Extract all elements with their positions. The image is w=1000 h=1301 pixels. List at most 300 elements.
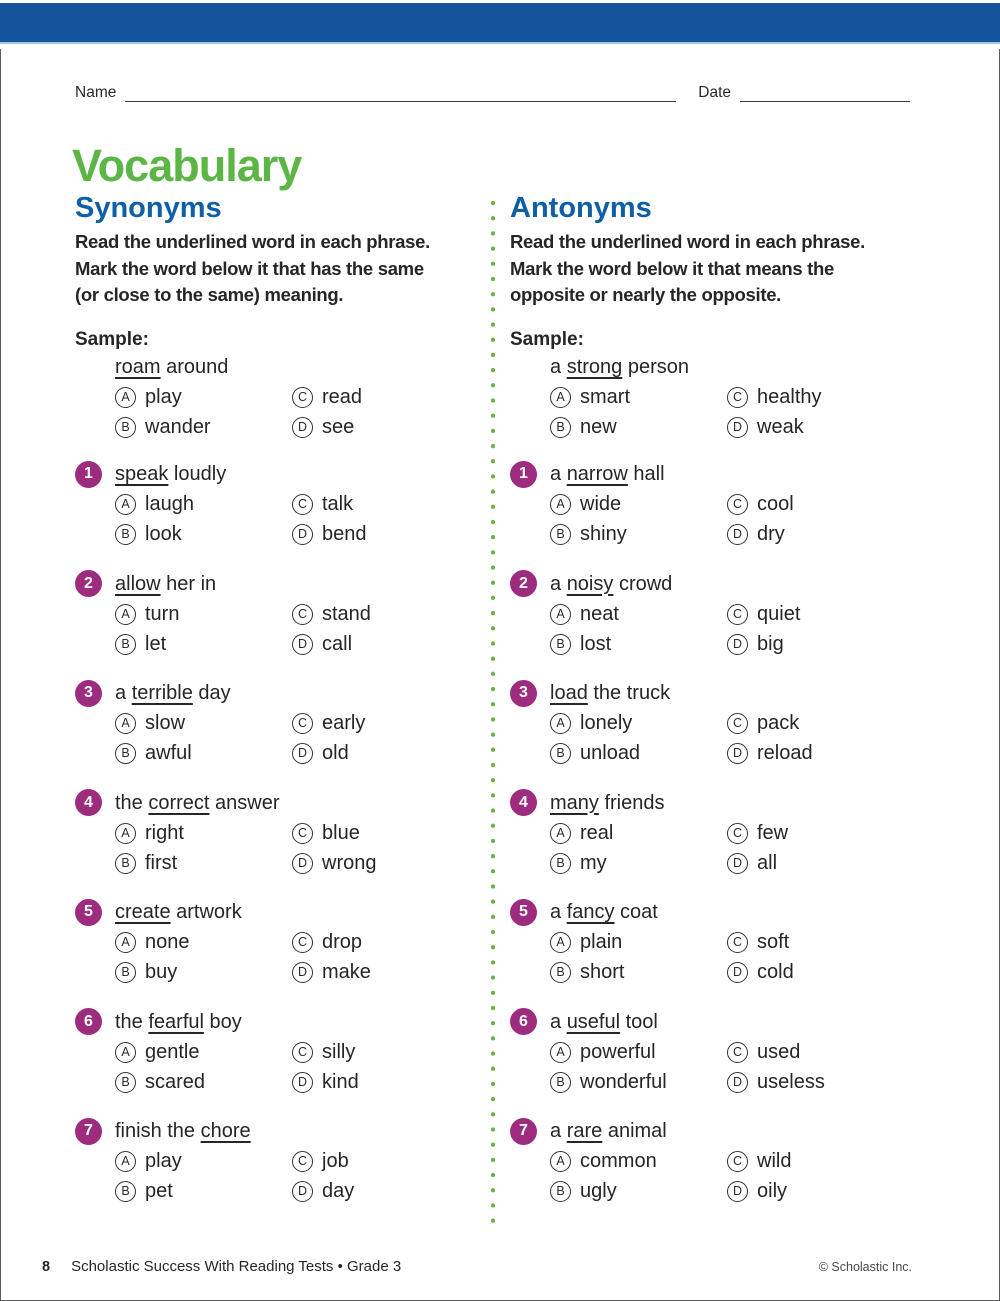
option-text: short [580,961,625,983]
synonyms-question-1 [75,460,475,550]
synonyms-q7-option-a[interactable] [115,1150,292,1173]
phrase-text: person [622,356,689,378]
antonyms-sample-block [510,327,908,443]
antonyms-q3-option-b[interactable] [550,742,727,765]
synonyms-q5-option-c[interactable] [292,931,475,954]
synonyms-q2-option-c[interactable] [292,603,475,626]
antonyms-q7-option-b[interactable] [550,1180,727,1203]
synonyms-q2-option-b[interactable] [115,633,292,656]
option-letter-bubble-icon: C [292,1042,313,1063]
synonyms-q5-option-a[interactable] [115,931,292,954]
antonyms-q5-option-a[interactable] [550,931,727,954]
synonyms-q6-option-d[interactable] [292,1071,475,1094]
option-text: smart [580,386,630,408]
option-letter-bubble-icon: A [550,494,571,515]
page-number: 8 [42,1259,51,1275]
options-grid [115,709,475,769]
question-number-badge: 1 [75,461,102,488]
underlined-word: correct [148,791,210,814]
antonyms-q2-option-b[interactable] [550,633,727,656]
option-letter-bubble-icon: B [115,962,136,983]
option-letter-bubble-icon: B [115,524,136,545]
antonyms-sample-option-d[interactable] [727,416,908,439]
option-letter-bubble-icon: A [550,823,571,844]
name-input-line[interactable] [125,84,676,102]
question-number-badge: 1 [510,461,537,488]
antonyms-q3-option-d[interactable] [727,742,908,765]
option-text: wild [757,1150,792,1172]
question-phrase [115,679,475,709]
synonyms-q4-option-d[interactable] [292,852,475,875]
phrase-text: coat [614,901,658,923]
option-text: neat [580,602,619,625]
antonyms-q4-option-b[interactable] [550,852,727,875]
instruction-line: (or close to the same) meaning. [75,284,344,305]
option-text: my [580,851,607,874]
antonyms-q3-option-c[interactable] [727,712,908,735]
option-letter-bubble-icon: D [292,853,313,874]
options-grid [115,818,475,878]
synonyms-q3-option-b[interactable] [115,742,292,765]
question-phrase [550,1117,908,1147]
option-letter-bubble-icon: D [292,524,313,545]
option-letter-bubble-icon: B [115,1181,136,1202]
synonyms-q5-option-d[interactable] [292,961,475,984]
synonyms-question-2 [75,569,475,659]
options-grid [115,1147,475,1207]
phrase-text: a [550,1120,567,1142]
option-letter-bubble-icon: B [115,853,136,874]
synonyms-q7-option-c[interactable] [292,1150,475,1173]
instruction-line: Read the underlined word in each phrase. [75,231,430,252]
antonyms-q7-option-c[interactable] [727,1150,908,1173]
question-number-badge: 7 [510,1118,537,1145]
antonyms-q6-option-c[interactable] [727,1041,908,1064]
synonyms-q2-option-d[interactable] [292,633,475,656]
antonyms-heading: Antonyms [510,192,652,224]
option-text: call [322,632,353,655]
phrase-text: the [115,791,149,814]
option-letter-bubble-icon: B [550,962,571,983]
synonyms-q4-option-c[interactable] [292,822,475,845]
option-text: slow [145,712,186,734]
options-grid [115,490,475,550]
option-letter-bubble-icon: B [550,853,571,874]
question-phrase [550,788,908,818]
option-letter-bubble-icon: C [727,1042,748,1063]
sample-phrase [550,353,908,383]
options-grid [550,1147,908,1207]
question-phrase [115,460,475,490]
synonyms-q4-option-a[interactable] [115,822,292,845]
question-phrase [115,1007,475,1037]
column-divider-dots [490,199,496,1226]
question-number-badge: 2 [510,570,537,597]
option-text: wide [580,493,622,515]
option-text: healthy [757,386,822,408]
phrase-text: animal [602,1120,667,1142]
phrase-text: finish the [115,1120,201,1142]
synonyms-q7-option-d[interactable] [292,1180,475,1203]
antonyms-sample-option-b[interactable] [550,416,727,439]
phrase-text: a [550,1010,567,1033]
instruction-line: opposite or nearly the opposite. [510,284,782,305]
option-text: all [757,851,778,874]
option-text: useless [757,1070,825,1093]
question-number-badge: 4 [510,789,537,816]
option-letter-bubble-icon: A [115,932,136,953]
option-text: look [145,523,182,545]
instruction-line: Mark the word below it that has the same [75,257,424,279]
underlined-word: rare [566,1120,603,1142]
option-text: stand [322,602,371,625]
antonyms-q2-option-a[interactable] [550,603,727,626]
option-letter-bubble-icon: B [115,1072,136,1093]
synonyms-q1-option-c[interactable] [292,493,475,516]
antonyms-q4-option-a[interactable] [550,822,727,845]
options-grid [550,709,908,769]
phrase-text: her in [160,572,217,595]
antonyms-q5-option-c[interactable] [727,931,908,954]
option-text: bend [322,523,367,545]
phrase-text: a [550,463,567,485]
question-number-badge: 2 [75,570,102,597]
option-text: silly [322,1040,356,1063]
underlined-word: narrow [566,463,628,485]
option-letter-bubble-icon: C [727,604,748,625]
antonyms-section [510,193,908,1226]
question-number-badge: 5 [75,899,102,926]
question-phrase [115,898,475,928]
antonyms-q5-option-d[interactable] [727,961,908,984]
option-letter-bubble-icon: A [115,713,136,734]
option-letter-bubble-icon: D [727,417,748,438]
option-letter-bubble-icon: D [727,1181,748,1202]
option-text: reload [757,742,813,764]
option-letter-bubble-icon: C [727,494,748,515]
option-text: play [145,386,182,408]
option-letter-bubble-icon: C [292,387,313,408]
options-grid [550,490,908,550]
antonyms-q1-option-c[interactable] [727,493,908,516]
synonyms-sample-option-c[interactable] [292,386,475,409]
option-letter-bubble-icon: B [550,417,571,438]
option-letter-bubble-icon: C [727,1151,748,1172]
phrase-text: a [550,356,567,378]
sample-label: Sample: [75,328,149,350]
option-text: weak [757,416,804,438]
underlined-word: allow [115,572,161,595]
phrase-text: crowd [613,572,673,595]
option-letter-bubble-icon: A [115,1042,136,1063]
option-letter-bubble-icon: D [727,962,748,983]
antonyms-q1-option-b[interactable] [550,523,727,546]
option-letter-bubble-icon: C [292,823,313,844]
option-text: new [580,416,617,438]
phrase-text: tool [620,1010,658,1033]
option-text: kind [322,1070,359,1093]
option-letter-bubble-icon: B [115,634,136,655]
synonyms-question-4 [75,788,475,878]
synonyms-q3-option-c[interactable] [292,712,475,735]
option-letter-bubble-icon: B [550,1072,571,1093]
antonyms-q1-option-a[interactable] [550,493,727,516]
question-phrase [550,569,908,599]
synonyms-question-7 [75,1117,475,1207]
antonyms-q6-option-b[interactable] [550,1071,727,1094]
question-phrase [115,1117,475,1147]
option-text: dry [757,523,785,545]
option-text: soft [757,931,790,953]
antonyms-question-5 [510,898,908,988]
option-letter-bubble-icon: C [292,1151,313,1172]
option-text: talk [322,493,354,515]
antonyms-q4-option-d[interactable] [727,852,908,875]
antonyms-sample-option-a[interactable] [550,386,727,409]
option-letter-bubble-icon: D [727,853,748,874]
synonyms-q1-option-a[interactable] [115,493,292,516]
option-text: unload [580,742,641,764]
option-letter-bubble-icon: A [550,1151,571,1172]
option-letter-bubble-icon: D [292,417,313,438]
option-letter-bubble-icon: A [115,494,136,515]
synonyms-sample-option-d[interactable] [292,416,475,439]
synonyms-q3-option-a[interactable] [115,712,292,735]
option-text: oily [757,1180,788,1202]
option-letter-bubble-icon: D [292,743,313,764]
option-text: wonderful [580,1070,667,1093]
option-letter-bubble-icon: A [550,604,571,625]
option-text: let [145,632,167,655]
option-text: read [322,386,363,408]
antonyms-question-1 [510,460,908,550]
antonyms-instructions [510,229,908,309]
option-letter-bubble-icon: A [550,932,571,953]
option-letter-bubble-icon: A [115,1151,136,1172]
top-banner [0,3,1000,44]
option-text: big [757,632,784,655]
options-grid [550,1037,908,1097]
option-letter-bubble-icon: C [727,713,748,734]
phrase-text: hall [627,463,665,485]
options-grid [115,928,475,988]
options-grid [550,928,908,988]
antonyms-q7-option-a[interactable] [550,1150,727,1173]
question-number-badge: 4 [75,789,102,816]
synonyms-sample-option-a[interactable] [115,386,292,409]
option-text: lost [580,632,612,655]
option-letter-bubble-icon: D [292,634,313,655]
synonyms-question-5 [75,898,475,988]
question-phrase [115,569,475,599]
phrase-text: day [192,682,231,704]
option-text: powerful [580,1040,656,1063]
option-text: day [322,1180,355,1202]
option-text: cool [757,493,794,515]
synonyms-q5-option-b[interactable] [115,961,292,984]
option-letter-bubble-icon: A [550,387,571,408]
option-letter-bubble-icon: D [727,634,748,655]
synonyms-q6-option-c[interactable] [292,1041,475,1064]
synonyms-section [75,193,475,1226]
synonyms-question-3 [75,679,475,769]
synonyms-q1-option-b[interactable] [115,523,292,546]
phrase-text: loudly [168,463,227,485]
footer-book-title: Scholastic Success With Reading Tests • Grade 3 [71,1258,402,1275]
synonyms-question-6 [75,1007,475,1097]
antonyms-q5-option-b[interactable] [550,961,727,984]
instruction-line: Mark the word below it that means the [510,257,835,279]
question-phrase [550,460,908,490]
antonyms-q6-option-a[interactable] [550,1041,727,1064]
option-text: wrong [322,851,377,874]
option-text: blue [322,821,360,844]
date-input-line[interactable] [740,84,910,102]
option-text: wander [145,416,211,438]
instruction-line: Read the underlined word in each phrase. [510,231,865,252]
option-text: ugly [580,1180,617,1202]
option-text: few [757,821,789,844]
option-text: see [322,416,355,438]
name-date-row [75,81,910,102]
synonyms-q6-option-a[interactable] [115,1041,292,1064]
option-text: pet [145,1180,173,1202]
option-letter-bubble-icon: B [115,743,136,764]
synonyms-instructions [75,229,475,309]
question-number-badge: 3 [75,680,102,707]
underlined-word: fancy [566,901,615,923]
option-letter-bubble-icon: D [727,524,748,545]
option-letter-bubble-icon: D [292,962,313,983]
question-phrase [550,679,908,709]
option-letter-bubble-icon: C [292,604,313,625]
antonyms-q3-option-a[interactable] [550,712,727,735]
question-number-badge: 3 [510,680,537,707]
options-grid [115,599,475,659]
antonyms-q2-option-d[interactable] [727,633,908,656]
sample-label: Sample: [510,328,584,350]
option-letter-bubble-icon: B [550,1181,571,1202]
synonyms-q7-option-b[interactable] [115,1180,292,1203]
underlined-word: strong [566,356,623,378]
option-letter-bubble-icon: C [292,494,313,515]
options-grid [115,383,475,443]
option-text: plain [580,931,623,953]
underlined-word: load [550,682,588,704]
underlined-word: useful [566,1010,621,1033]
question-phrase [550,898,908,928]
antonyms-q1-option-d[interactable] [727,523,908,546]
page-title: Vocabulary [72,140,302,191]
option-letter-bubble-icon: A [115,604,136,625]
option-letter-bubble-icon: A [115,823,136,844]
underlined-word: create [115,901,171,923]
option-letter-bubble-icon: A [115,387,136,408]
footer-copyright: © Scholastic Inc. [818,1260,912,1274]
underlined-word: terrible [131,682,193,704]
antonyms-q2-option-c[interactable] [727,603,908,626]
antonyms-q6-option-d[interactable] [727,1071,908,1094]
phrase-text: a [550,901,567,923]
option-letter-bubble-icon: D [727,1072,748,1093]
option-text: common [580,1150,657,1172]
synonyms-q6-option-b[interactable] [115,1071,292,1094]
option-text: old [322,742,349,764]
synonyms-q1-option-d[interactable] [292,523,475,546]
synonyms-q3-option-d[interactable] [292,742,475,765]
phrase-text: the truck [587,682,671,704]
option-text: job [322,1150,349,1172]
question-number-badge: 5 [510,899,537,926]
antonyms-sample-option-c[interactable] [727,386,908,409]
option-text: make [322,961,371,983]
sample-body [510,353,908,443]
option-letter-bubble-icon: D [292,1181,313,1202]
option-letter-bubble-icon: C [727,823,748,844]
option-letter-bubble-icon: A [550,713,571,734]
synonyms-heading: Synonyms [75,192,222,224]
option-letter-bubble-icon: C [292,932,313,953]
phrase-text: around [160,356,229,378]
antonyms-question-3 [510,679,908,769]
underlined-word: fearful [148,1010,204,1033]
synonyms-sample-block [75,327,475,443]
antonyms-question-6 [510,1007,908,1097]
option-letter-bubble-icon: D [292,1072,313,1093]
option-letter-bubble-icon: C [727,932,748,953]
option-text: pack [757,712,800,734]
antonyms-question-4 [510,788,908,878]
synonyms-q4-option-b[interactable] [115,852,292,875]
option-letter-bubble-icon: D [727,743,748,764]
option-letter-bubble-icon: B [550,743,571,764]
option-text: buy [145,961,178,983]
question-number-badge: 7 [75,1118,102,1145]
options-grid [115,1037,475,1097]
option-letter-bubble-icon: B [115,417,136,438]
antonyms-question-2 [510,569,908,659]
option-text: laugh [145,493,194,515]
date-label: Date [698,84,731,101]
antonyms-questions-list [510,460,908,1207]
underlined-word: noisy [566,572,614,595]
underlined-word: speak [115,463,169,485]
option-text: turn [145,602,180,625]
question-number-badge: 6 [510,1008,537,1035]
option-text: quiet [757,602,801,625]
phrase-text: friends [598,791,665,814]
question-phrase [115,788,475,818]
synonyms-questions-list [75,460,475,1207]
synonyms-sample-option-b[interactable] [115,416,292,439]
options-grid [550,818,908,878]
phrase-text: a [115,682,132,704]
synonyms-q2-option-a[interactable] [115,603,292,626]
option-letter-bubble-icon: B [550,524,571,545]
underlined-word: chore [200,1120,251,1142]
antonyms-q7-option-d[interactable] [727,1180,908,1203]
option-letter-bubble-icon: C [292,713,313,734]
phrase-text: the [115,1010,149,1033]
worksheet-columns [75,193,1000,1226]
antonyms-question-7 [510,1117,908,1207]
antonyms-q4-option-c[interactable] [727,822,908,845]
option-text: real [580,821,614,844]
option-text: early [322,712,366,734]
underlined-word: many [550,791,599,814]
option-letter-bubble-icon: C [727,387,748,408]
underlined-word: roam [115,356,161,378]
